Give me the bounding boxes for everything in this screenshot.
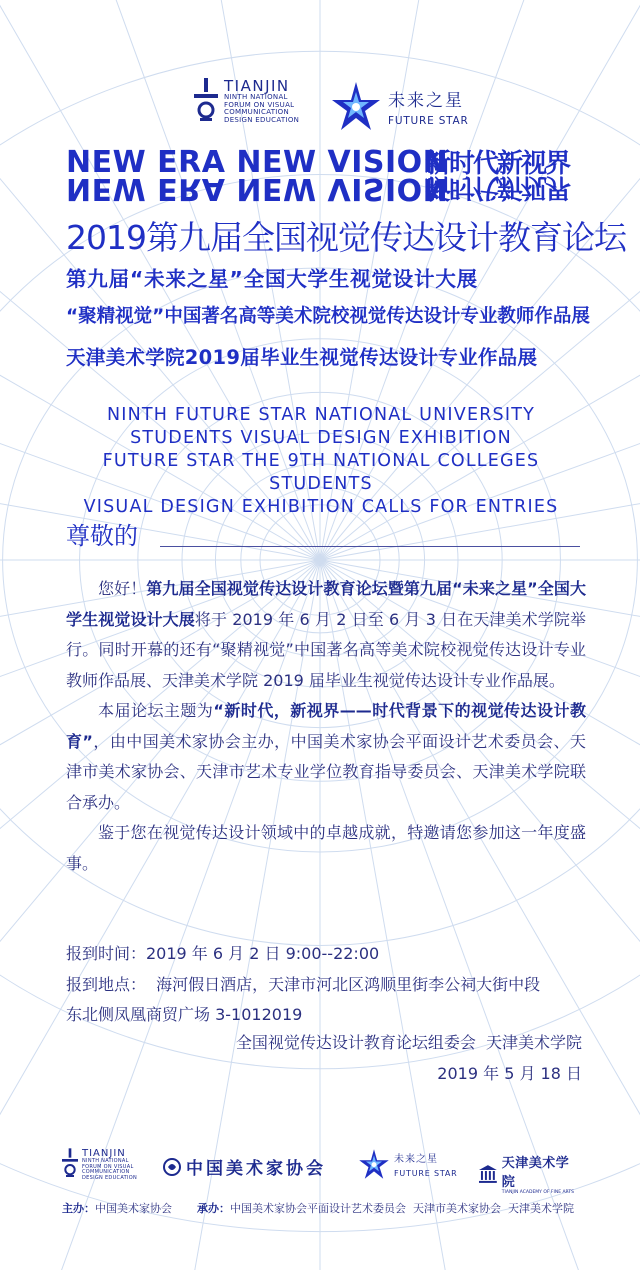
registration-info (66, 939, 586, 1031)
tianjin-sub-2: FORUM ON VISUAL (224, 100, 295, 109)
signature-date: 2019 年 5 月 18 日 (437, 1063, 582, 1083)
paragraph-3: 鉴于您在视觉传达设计领域中的卓越成就，特邀请您参加这一年度盛事。 (66, 823, 586, 873)
signature-block (236, 1028, 582, 1089)
caa-name: 中国美术家协会 (186, 1159, 326, 1179)
tianjin-forum-logo (194, 78, 299, 124)
en-line-1: NINTH FUTURE STAR NATIONAL UNIVERSITY (106, 405, 536, 425)
tianjin-sub-4: DESIGN EDUCATION (224, 115, 300, 124)
registration-place-2: 东北侧凤凰商贸广场 3-1012019 (66, 1005, 303, 1024)
registration-time: 报到时间：2019 年 6 月 2 日 9:00--22:00 (66, 944, 380, 963)
en-title: NEW ERA NEW VISION (66, 145, 449, 180)
future-star-cn: 未来之星 (388, 90, 464, 111)
cn-short-title-mirror: 新时代新视界 (425, 172, 570, 202)
footer-future-star-logo (358, 1148, 458, 1180)
organizer-label: 承办： (197, 1202, 230, 1215)
footer-logos (62, 1146, 582, 1195)
footer-tianjin-mark-icon (62, 1148, 78, 1178)
title-line-3: 天津美术学院2019届毕业生视觉传达设计专业作品展 (66, 346, 538, 369)
registration-place-1: 报到地点： 海河假日酒店，天津市河北区鸿顺里街李公祠大街中段 (66, 974, 541, 994)
english-subtitle-block (66, 404, 576, 519)
name-blank-line (160, 546, 580, 547)
tianjin-name: TIANJIN (224, 77, 290, 95)
title-line-1: 第九届“未来之星”全国大学生视觉设计大展 (66, 267, 478, 291)
caa-logo (162, 1154, 326, 1179)
host-label: 主办： (62, 1202, 95, 1215)
tafa-building-icon (478, 1164, 498, 1184)
footer-tianjin-sub-2: FORUM ON VISUAL (82, 1163, 134, 1170)
en-line-2: STUDENTS VISUAL DESIGN EXHIBITION (130, 428, 512, 448)
cn-short-title: 新时代新视界 (425, 149, 570, 179)
title-line-2: “聚精视觉”中国著名高等美术院校视觉传达设计专业教师作品展 (66, 306, 590, 327)
paragraph-2: 本届论坛主题为“新时代，新视界——时代背景下的视觉传达设计教育”，由中国美术家协会主办，中国美术家协会平面设计艺术委员会、天津市美术家协会、天津市艺术专业学位教育指导委员会、天津美术学院联合承办。 (66, 701, 586, 812)
tianjin-mark-icon (194, 78, 218, 122)
paragraph-1: 您好！第九届全国视觉传达设计教育论坛暨第九届“未来之星”全国大学生视觉设计大展将于 2019 年 6 月 2 日至 6 月 3 日在天津美术学院举行。同时开幕的还有“聚精视觉”中国著名高等美术院校视觉传达设计专业教师作品展、天津美术学院 2019 届毕业生视觉传达设计专业作品展。 (66, 579, 586, 690)
signature-org: 全国视觉传达设计教育论坛组委会 天津美术学院 (235, 1033, 582, 1052)
caa-emblem-icon (162, 1157, 182, 1177)
tafa-logo (478, 1152, 582, 1195)
footer-future-star-cn: 未来之星 (394, 1154, 438, 1165)
tafa-name-cn: 天津美术学院 (501, 1156, 570, 1190)
tafa-name-en: TIANJIN ACADEMY OF FINE ARTS (501, 1190, 574, 1195)
future-star-en: FUTURE STAR (388, 114, 469, 127)
footer-tianjin-sub-4: DESIGN EDUCATION (82, 1174, 138, 1181)
credits-line (62, 1200, 592, 1216)
footer-tianjin-name: TIANJIN (82, 1148, 126, 1159)
tianjin-sub-1: NINTH NATIONAL (224, 93, 288, 101)
footer-future-star-icon (358, 1148, 390, 1180)
tianjin-sub-3: COMMUNICATION (224, 108, 290, 116)
en-line-4: VISUAL DESIGN EXHIBITION CALLS FOR ENTRIES (83, 497, 559, 517)
en-title-mirror: NEW ERA NEW VISION (66, 171, 449, 206)
future-star-icon (330, 80, 382, 132)
footer-tianjin-sub-1: NINTH NATIONAL (82, 1158, 129, 1164)
future-star-logo (330, 80, 469, 132)
organizer-names: 中国美术家协会平面设计艺术委员会 天津市美术家协会 天津美术学院 (230, 1202, 574, 1215)
footer-tianjin-logo (62, 1148, 137, 1181)
footer-tianjin-sub-3: COMMUNICATION (82, 1169, 130, 1175)
letter-body (66, 574, 586, 879)
footer-future-star-en: FUTURE STAR (394, 1169, 458, 1178)
host-name: 中国美术家协会 (95, 1202, 172, 1215)
en-line-3: FUTURE STAR THE 9TH NATIONAL COLLEGES STUDENTS (102, 451, 540, 494)
main-title: 2019第九届全国视觉传达设计教育论坛 (66, 218, 626, 257)
salutation: 尊敬的 (66, 522, 138, 550)
